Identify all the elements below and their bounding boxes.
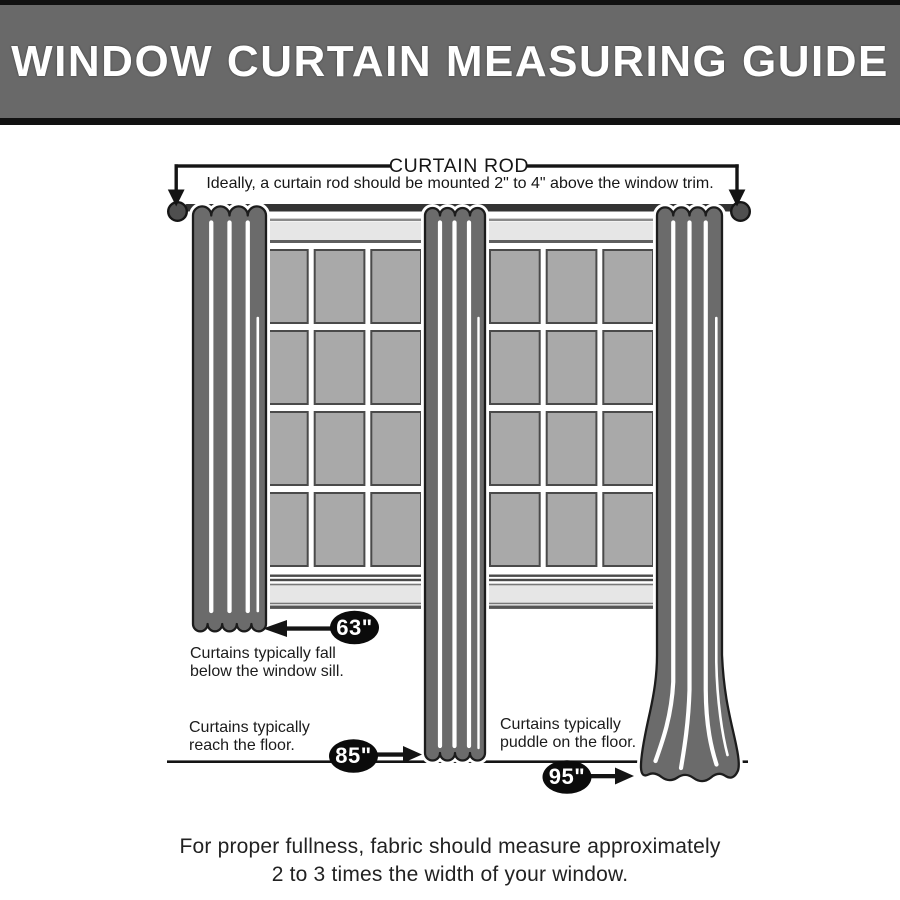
- window-pane: [315, 493, 365, 566]
- caption-line: puddle on the floor.: [500, 734, 637, 751]
- window-pane: [490, 412, 540, 485]
- window-pane: [603, 331, 653, 404]
- right-arrow-icon: [615, 768, 634, 785]
- window-pane: [547, 250, 597, 323]
- caption-line: below the window sill.: [190, 663, 344, 680]
- arrow-shaft-85: [374, 752, 406, 756]
- puddle-length-caption: [500, 716, 636, 752]
- window-pane: [490, 331, 540, 404]
- arrow-shaft-95: [588, 774, 618, 778]
- rod-finial-left-icon: [168, 202, 187, 221]
- caption-line: Curtains typically: [189, 719, 310, 736]
- caption-line: Curtains typically fall: [190, 645, 336, 662]
- fullness-note-line: 2 to 3 times the width of your window.: [271, 863, 629, 886]
- arrow-shaft-63: [284, 626, 332, 630]
- rod-finial-right-icon: [731, 202, 750, 221]
- curtain-panel-puddle-length: [641, 207, 739, 781]
- curtain-rod-label: CURTAIN ROD: [388, 155, 530, 177]
- window-pane: [547, 331, 597, 404]
- bracket-drop-right: [735, 164, 738, 191]
- curtain-rod-description: Ideally, a curtain rod should be mounted 2" to 4" above the window trim.: [206, 175, 714, 192]
- curtain-panel-sill-length: [193, 206, 266, 631]
- caption-line: reach the floor.: [189, 737, 295, 754]
- curtain-panel-floor-length: [425, 208, 485, 761]
- window-pane: [371, 250, 421, 323]
- window-pane: [547, 493, 597, 566]
- fullness-note-line: For proper fullness, fabric should measure approximately: [179, 835, 721, 858]
- window-pane: [315, 250, 365, 323]
- window-pane: [315, 331, 365, 404]
- window-pane: [490, 250, 540, 323]
- bracket-line-left: [175, 164, 392, 167]
- badge-95-value: 95": [548, 764, 586, 789]
- window-pane: [371, 493, 421, 566]
- bracket-drop-left: [175, 164, 178, 191]
- window-pane: [371, 412, 421, 485]
- window-pane: [371, 331, 421, 404]
- window-pane: [490, 493, 540, 566]
- window-pane: [315, 412, 365, 485]
- sill-length-caption: [190, 645, 344, 681]
- caption-line: Curtains typically: [500, 716, 621, 733]
- window-pane: [603, 412, 653, 485]
- floor-length-caption: [189, 719, 310, 755]
- window-pane: [547, 412, 597, 485]
- badge-63-value: 63": [336, 614, 373, 640]
- window-pane: [603, 493, 653, 566]
- window-pane: [603, 250, 653, 323]
- badge-85-value: 85": [335, 743, 372, 768]
- page-title: WINDOW CURTAIN MEASURING GUIDE: [11, 36, 889, 86]
- fullness-note: [0, 833, 900, 889]
- bracket-line-right: [527, 164, 739, 167]
